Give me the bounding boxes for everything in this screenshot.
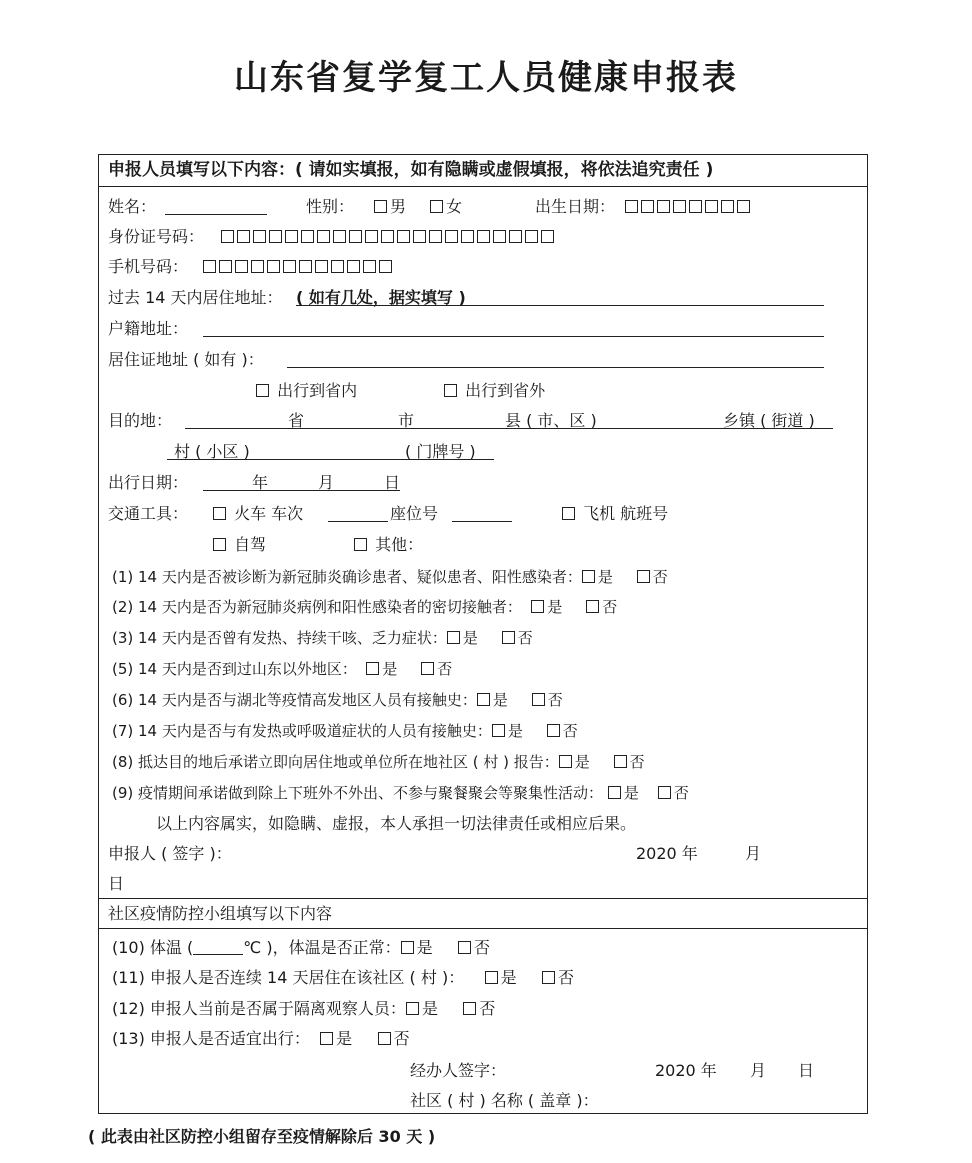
residence14-label: 过去 14 天内居住地址： xyxy=(108,288,283,307)
question-13: (13) 申报人是否适宜出行： 是 否 xyxy=(112,1029,410,1048)
residence14-hint: ( 如有几处，据实填写 ) xyxy=(296,288,466,307)
seat-field[interactable] xyxy=(452,503,512,522)
dest-county: 县 ( 市、区 ) xyxy=(505,411,597,430)
question-7: (7) 14 天内是否与有发热或呼吸道症状的人员有接触史： 是 否 xyxy=(112,722,578,740)
q7-yes-checkbox[interactable] xyxy=(492,724,505,737)
dest-village: 村 ( 小区 ) xyxy=(174,442,250,461)
date-month: 月 xyxy=(318,473,335,492)
transport-label: 交通工具： xyxy=(108,504,189,523)
id-number-boxes[interactable] xyxy=(221,226,557,248)
q10-yes-checkbox[interactable] xyxy=(401,941,414,954)
dest-province: 省 xyxy=(288,411,305,430)
name-label: 姓名： xyxy=(108,197,157,216)
birth-label: 出生日期： xyxy=(535,197,616,216)
id-label: 身份证号码： xyxy=(108,227,205,246)
section1-header: 申报人员填写以下内容：( 请如实填报，如有隐瞒或虚假填报，将依法追究责任 ) xyxy=(108,160,714,180)
sign-label: 申报人 ( 签字 )： xyxy=(108,844,232,863)
train-checkbox[interactable] xyxy=(213,507,226,520)
residence14-field[interactable] xyxy=(296,287,824,306)
q12-no-checkbox[interactable] xyxy=(463,1002,476,1015)
q6-yes-checkbox[interactable] xyxy=(477,693,490,706)
self-drive-option[interactable] xyxy=(213,534,266,556)
question-10: (10) 体温 ( ℃ )，体温是否正常： 是 否 xyxy=(112,938,491,957)
male-label: 男 xyxy=(390,197,407,216)
footer-note: ( 此表由社区防控小组留存至疫情解除后 30 天 ) xyxy=(88,1127,436,1146)
handler-month: 月 xyxy=(750,1061,767,1080)
q13-no-checkbox[interactable] xyxy=(378,1032,391,1045)
travel-out-label: 出行到省外 xyxy=(465,381,546,400)
name-field[interactable] xyxy=(165,196,267,215)
train-number-field[interactable] xyxy=(328,503,388,522)
travel-in-checkbox[interactable] xyxy=(256,384,269,397)
sign-month: 月 xyxy=(745,844,762,863)
q10-no-checkbox[interactable] xyxy=(458,941,471,954)
community-label: 社区 ( 村 ) 名称 ( 盖章 )： xyxy=(410,1091,599,1110)
sign-year: 2020 年 xyxy=(636,844,698,863)
dest-city: 市 xyxy=(398,411,415,430)
female-label: 女 xyxy=(446,197,463,216)
q8-yes-checkbox[interactable] xyxy=(559,755,572,768)
question-8: (8) 抵达目的地后承诺立即向居住地或单位所在地社区 ( 村 ) 报告： 是 否 xyxy=(112,753,645,771)
phone-boxes[interactable] xyxy=(203,256,395,278)
household-field[interactable] xyxy=(203,318,824,337)
q12-yes-checkbox[interactable] xyxy=(406,1002,419,1015)
q7-no-checkbox[interactable] xyxy=(547,724,560,737)
section2-header: 社区疫情防控小组填写以下内容 xyxy=(108,904,333,923)
pledge-text: 以上内容属实，如隐瞒、虚报，本人承担一切法律责任或相应后果。 xyxy=(156,814,637,833)
section1-divider xyxy=(98,186,868,187)
q2-no-checkbox[interactable] xyxy=(586,600,599,613)
plane-option[interactable] xyxy=(562,503,668,525)
train-option[interactable] xyxy=(213,503,303,525)
section2-divider-top xyxy=(98,898,868,899)
question-2: (2) 14 天内是否为新冠肺炎病例和阳性感染者的密切接触者： 是 否 xyxy=(112,598,618,616)
gender-male[interactable] xyxy=(374,196,406,218)
birth-date-boxes[interactable] xyxy=(625,196,753,218)
handler-year: 2020 年 xyxy=(655,1061,717,1080)
other-option[interactable] xyxy=(354,534,423,556)
q6-no-checkbox[interactable] xyxy=(532,693,545,706)
gender-female[interactable] xyxy=(430,196,462,218)
date-field[interactable] xyxy=(203,472,400,491)
question-11: (11) 申报人是否连续 14 天居住在该社区 ( 村 )： 是 否 xyxy=(112,968,575,987)
plane-checkbox[interactable] xyxy=(562,507,575,520)
plane-label: 飞机 航班号 xyxy=(583,504,669,523)
dest-door: ( 门牌号 ) xyxy=(405,442,476,461)
self-drive-label: 自驾 xyxy=(234,535,267,554)
q3-no-checkbox[interactable] xyxy=(502,631,515,644)
dest-label: 目的地： xyxy=(108,411,173,430)
permit-label: 居住证地址 ( 如有 )： xyxy=(108,350,264,369)
date-label: 出行日期： xyxy=(108,473,189,492)
handler-label: 经办人签字： xyxy=(410,1061,507,1080)
question-6: (6) 14 天内是否与湖北等疫情高发地区人员有接触史： 是 否 xyxy=(112,691,563,709)
date-day: 日 xyxy=(384,473,401,492)
phone-label: 手机号码： xyxy=(108,257,189,276)
question-1: (1) 14 天内是否被诊断为新冠肺炎确诊患者、疑似患者、阳性感染者： 是 否 xyxy=(112,568,668,586)
dest-town: 乡镇 ( 街道 ) xyxy=(723,411,815,430)
train-label: 火车 车次 xyxy=(234,504,304,523)
question-5: (5) 14 天内是否到过山东以外地区： 是 否 xyxy=(112,660,453,678)
question-3: (3) 14 天内是否曾有发热、持续干咳、乏力症状： 是 否 xyxy=(112,629,533,647)
q1-no-checkbox[interactable] xyxy=(637,570,650,583)
permit-field[interactable] xyxy=(287,349,824,368)
gender-label: 性别： xyxy=(306,197,355,216)
q2-yes-checkbox[interactable] xyxy=(531,600,544,613)
q8-no-checkbox[interactable] xyxy=(614,755,627,768)
travel-in-label: 出行到省内 xyxy=(277,381,358,400)
q11-no-checkbox[interactable] xyxy=(542,971,555,984)
seat-label: 座位号 xyxy=(390,504,439,523)
household-label: 户籍地址： xyxy=(108,319,189,338)
sign-day: 日 xyxy=(108,874,125,893)
q9-no-checkbox[interactable] xyxy=(658,786,671,799)
travel-out-option[interactable] xyxy=(444,380,545,402)
question-12: (12) 申报人当前是否属于隔离观察人员： 是 否 xyxy=(112,999,496,1018)
q1-yes-checkbox[interactable] xyxy=(582,570,595,583)
other-checkbox[interactable] xyxy=(354,538,367,551)
q11-yes-checkbox[interactable] xyxy=(485,971,498,984)
q13-yes-checkbox[interactable] xyxy=(320,1032,333,1045)
date-year: 年 xyxy=(252,473,269,492)
travel-in-option[interactable] xyxy=(256,380,357,402)
self-drive-checkbox[interactable] xyxy=(213,538,226,551)
other-label: 其他： xyxy=(375,535,424,554)
q9-yes-checkbox[interactable] xyxy=(608,786,621,799)
travel-out-checkbox[interactable] xyxy=(444,384,457,397)
male-checkbox[interactable] xyxy=(374,200,387,213)
q5-yes-checkbox[interactable] xyxy=(366,662,379,675)
q3-yes-checkbox[interactable] xyxy=(447,631,460,644)
page-title: 山东省复学复工人员健康申报表 xyxy=(234,58,738,98)
question-9: (9) 疫情期间承诺做到除上下班外不外出、不参与聚餐聚会等聚集性活动： 是 否 xyxy=(112,784,689,802)
section2-divider-bottom xyxy=(98,928,868,929)
female-checkbox[interactable] xyxy=(430,200,443,213)
temperature-field[interactable] xyxy=(193,940,243,955)
handler-day: 日 xyxy=(798,1061,815,1080)
q5-no-checkbox[interactable] xyxy=(421,662,434,675)
